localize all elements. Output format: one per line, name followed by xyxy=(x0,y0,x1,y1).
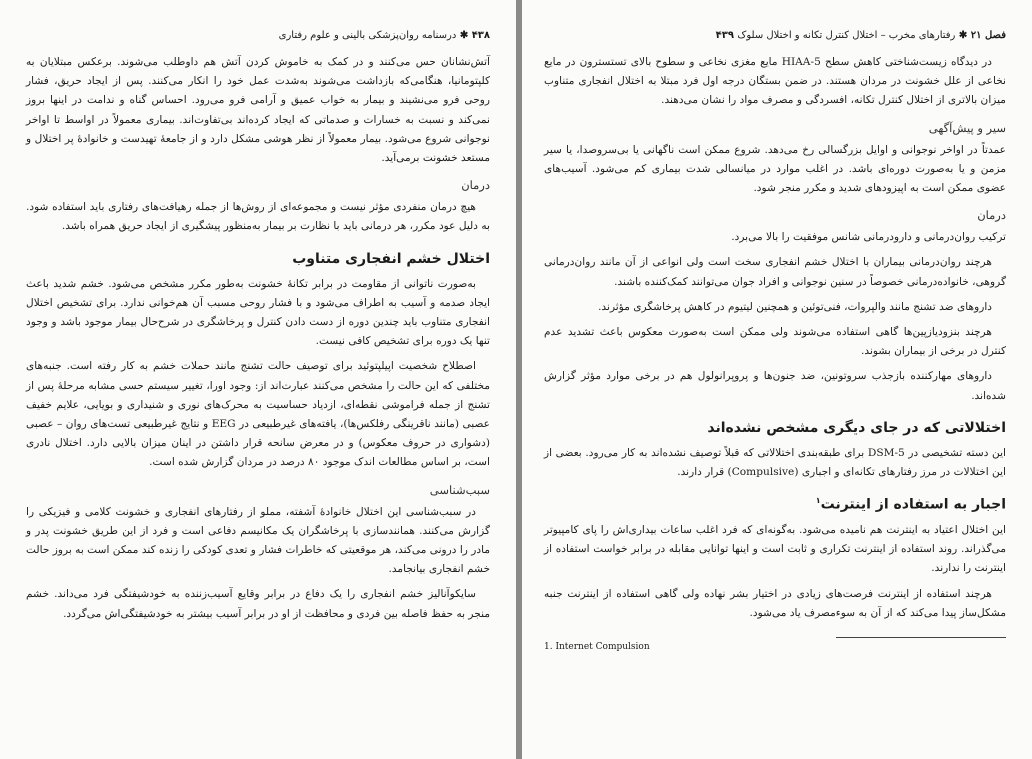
section-heading-etiology: سبب‌شناسی xyxy=(429,482,490,497)
paragraph: این اختلال اعتیاد به اینترنت هم نامیده می‌شود. به‌گونه‌ای که فرد اغلب ساعات بیداری‌اش را پای کامپیوتر می‌گذراند. روند استفاده از اینترنت تکراری و ثابت است و اینها توانایی مقابله در برابر خواست استفاده از اینترنت را ندارند. xyxy=(544,523,1006,575)
page-header xyxy=(544,30,1006,41)
paragraph: عمدتاً در اواخر نوجوانی و اوایل بزرگسالی رخ می‌دهد. شروع ممکن است ناگهانی یا بی‌سروصدا، یا سیر مزمن و یا به‌صورت دوره‌ای باشد. در اغلب موارد در میانسالی شدت بیماری کم می‌شود. آسیب‌های عضوی ممکن است به اپیزودهای شدید و مکرر منجر شود. xyxy=(544,143,1006,195)
paragraph: در سبب‌شناسی این اختلال خانوادهٔ آشفته، مملو از رفتارهای انفجاری و خشونت کلامی و فیزیکی را گزارش می‌کنند. همانندسازی با پرخاشگران یک مکانیسم دفاعی است و فرد از این طریق خشونت پدر و مادر را درونی می‌کند، هر موقعیتی که خاطرات فشار و تعدی کودکی را زنده کند ممکن است به بروز حالت خشم انفجاری بیانجامد. xyxy=(26,505,490,576)
paragraph: این دسته تشخیصی در DSM-5 برای طبقه‌بندی اختلالاتی که قبلاً توصیف نشده‌اند به کار می‌رود. بعضی از این اختلالات در مرز رفتارهای تکانه‌ای و اجباری (Compulsive) قرار دارند. xyxy=(544,446,1006,479)
page-header xyxy=(26,30,490,41)
paragraph: سایکوآنالیز خشم انفجاری را یک دفاع در برابر وقایع آسیب‌زننده به خودشیفتگی فرد می‌داند. خشم منجر به حفظ فاصله بین فردی و محافظت از او در برابر آسیب بیشتر به خودشیفتگی‌اش می‌گردد. xyxy=(26,588,490,620)
paragraph: ترکیب روان‌درمانی و دارودرمانی شانس موفقیت را بالا می‌برد. xyxy=(731,231,1006,244)
paragraph: هرچند استفاده از اینترنت فرصت‌های زیادی در اختیار بشر نهاده ولی گاهی استفاده از اینترنت جنبه مشکل‌ساز پیدا می‌کند که از آن به سوء‌مصرف یاد می‌شود. xyxy=(544,587,1006,619)
chapter-section-title: اختلالاتی که در جای دیگری مشخص نشده‌اند xyxy=(707,419,1006,436)
footnote-marker: ۱ xyxy=(815,496,821,506)
section-heading-course: سیر و پیش‌آگهی xyxy=(928,120,1006,135)
header-title: ۴۳۸ ✱ درسنامه روان‌پزشکی بالینی و علوم رفتاری xyxy=(278,30,490,41)
paragraph: اصطلاح شخصیت اپیلپتوئید برای توصیف حالت تشنج مانند حملات خشم به کار رفته است. جنبه‌های مختلفی که این حالت را مشخص می‌کنند عبارت‌اند از: وجود اورا، تغییر سیستم حسی مشابه مرحلهٔ پس از تشنج از جمله فراموشی نقطه‌ای، ازدیاد حساسیت به محرک‌های نوری و شنیداری و بویایی، علایم خفیف عصبی (مانند ناقرینگی رفلکس‌ها)، یافته‌های غیرطبیعی در EEG و نتایج غیرطبیعی تست‌های روان – عصبی (دشواری در حروف معکوس) و در معرض سانحه قرار داشتن در اینان میزان بالایی دارد. اختلال نادری است، بر اساس مطالعات اندک موجود ۸۰ درصد در مردان گزارش شده است. xyxy=(26,360,490,469)
footnote: 1. Internet Compulsion xyxy=(544,641,650,652)
paragraph: داروهای مهارکننده بازجذب سروتونین، ضد جنون‌ها و پروپرانولول هم در برخی موارد مؤثر گزارش شده‌اند. xyxy=(544,370,1006,402)
header-title: فصل ۲۱ ✱ رفتارهای مخرب – اختلال کنترل تکانه و اختلال سلوک ۴۳۹ xyxy=(715,30,1006,41)
paragraph: آتش‌نشانان حس می‌کنند و در کمک به خاموش کردن آتش هم داوطلب می‌شوند. برعکس مبتلایان به کلپتومانیا، هنگامی‌که بازداشت می‌شوند به‌شدت عمل خود را انکار می‌کنند. پس از ایجاد حریق، فشار روحی فرو می‌نشیند و بیمار به خواب عمیق و آرامی فرو می‌رود. احساس گناه و ندامت در اینها بروز نمی‌کند و نسبت به خسارات و صدماتی که ایجاد کرده‌اند بی‌تفاوت‌اند. بیماری معمولاً در اواسط تا اواخر نوجوانی شروع می‌شود. بیمار معمولاً از نظر هوشی مشکل دارد و از جامعهٔ تهیدست و خانوادهٔ پر اختلال و مستعد خشونت برمی‌آید. xyxy=(26,56,490,165)
section-heading-treatment: درمان xyxy=(977,208,1006,223)
chapter-section-title: اختلال خشم انفجاری متناوب xyxy=(292,250,490,267)
paragraph: هرچند بنزودیازپین‌ها گاهی استفاده می‌شوند ولی ممکن است به‌صورت معکوس باعث تشدید عدم کنترل در برخی از بیماران بشوند. xyxy=(544,326,1006,358)
page-number: ۴۳۸ xyxy=(471,30,490,41)
paragraph: در دیدگاه زیست‌شناختی کاهش سطح 5-HIAA مایع مغزی نخاعی و سطوح بالای تستسترون در مایع نخاعی از علل خشونت در مردان هستند. در ضمن بستگان درجه اول فرد مبتلا به اختلال انفجاری متناوب میزان بالاتری از اختلال کنترل تکانه، افسردگی و مصرف مواد را نشان می‌دهند. xyxy=(544,56,1006,107)
page-number: ۴۳۹ xyxy=(715,30,734,41)
paragraph: هرچند روان‌درمانی بیماران با اختلال خشم انفجاری سخت است ولی انواعی از آن مانند روان‌درمانی گروهی، خانواده‌درمانی خصوصاً در سنین نوجوانی و افراد جوان می‌توانند کمک‌کننده باشند. xyxy=(544,256,1006,288)
section-heading-treatment: درمان xyxy=(461,178,490,193)
paragraph: داروهای ضد تشنج مانند والپروات، فنی‌توئین و همچنین لیتیوم در کاهش پرخاشگری مؤثرند. xyxy=(598,300,992,313)
footnote-rule xyxy=(836,637,1006,638)
page-439 xyxy=(522,0,1032,759)
paragraph: هیچ درمان منفردی مؤثر نیست و مجموعه‌ای از روش‌ها از جمله رهیافت‌های رفتاری باید استفاده شود. به دلیل عود مکرر، هر درمانی باید با نظارت بر بیمار به‌منظور پیشگیری از ایجاد حریق همراه باشد. xyxy=(26,201,490,233)
paragraph: به‌صورت ناتوانی از مقاومت در برابر تکانهٔ خشونت به‌طور مکرر مشخص می‌شود. خشم شدید باعث ایجاد صدمه و آسیب به اطراف می‌شود و با فشار روحی مسبب آن هم‌خوانی ندارد. برای تشخیص اختلال انفجاری متناوب باید چندین دوره از دست دادن کنترل و پرخاشگری در شرح‌حال بیمار موجود باشد و وجود تنها یک دوره برای تشخیص کافی نیست. xyxy=(26,277,490,348)
chapter-section-title: اجبار به استفاده از اینترنت$^۱$ xyxy=(815,496,1006,513)
